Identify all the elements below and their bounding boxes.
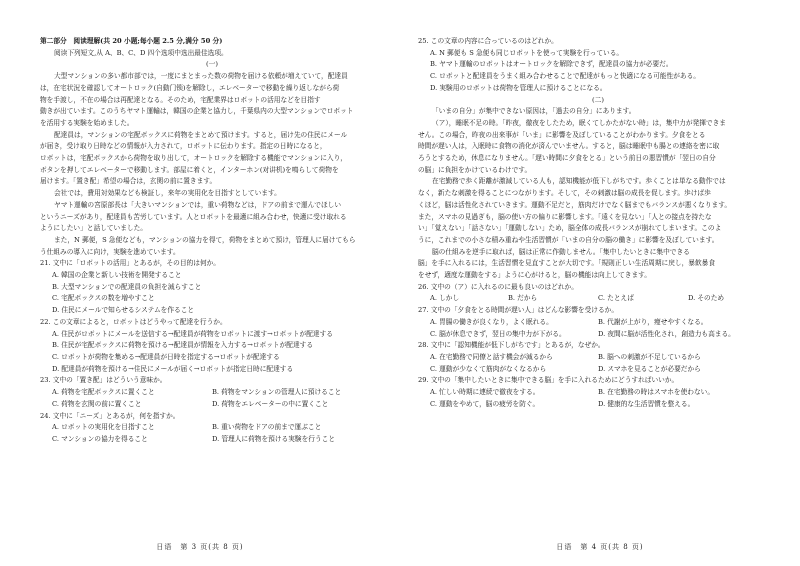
option-a: A. 住民がロボットにメールを送信する→配達員が荷物をロボットに渡す→ロボットが配達する — [52, 329, 333, 338]
question-21 — [40, 258, 384, 317]
passage-line: （ア），睡眠不足の時。「昨夜，徹夜をしたため，眠くてしかたがない時」は，集中力が発揮できま — [432, 118, 726, 127]
option-b: B. 代謝が上がり，痩せやすくなる。 — [598, 317, 708, 326]
passage-line: なく，新たな刺激を得ることにつながります。そして，その刺激は脳の成長を促します。歩けば歩 — [418, 189, 711, 198]
option-d: D. 住民にメールで知らせるシステムを作ること — [52, 306, 195, 315]
option-a: A. 在宅勤務で同僚と話す機会が減るから — [430, 352, 553, 361]
option-d: D. 健康的な生活習慣を整える。 — [598, 399, 695, 408]
passage-line: 届けます。「置き配」希望の場合は，玄関の前に置きます。 — [40, 177, 217, 186]
option-c: C. たとえば — [598, 294, 634, 303]
question-stem: 24. 文中に「ニーズ」とあるが，何を指すか。 — [40, 411, 180, 420]
option-a: A. 忙しい時期に連続で徹夜をする。 — [430, 388, 540, 397]
passage-line: うに，これまでの小さな積み重ねや生活習慣が「いまの自分の脳の働き」に影響を及ぼしています。 — [418, 235, 719, 244]
passage-line: の脳」に負担をかけているわけです。 — [418, 165, 532, 174]
question-stem: 23. 文中の「置き配」はどういう意味か。 — [40, 376, 167, 385]
option-a: A. 韓国の企業と新しい技術を開発すること — [52, 271, 182, 280]
question-26 — [418, 282, 778, 305]
option-d: D. 管理人に荷物を預ける実験を行うこと — [212, 434, 336, 443]
option-d: D. 夜間に脳が活性化され，創造力も高まる。 — [598, 329, 735, 338]
passage-line: は，在宅状況を確認してオートロック(自動门锁)を解除し，エレベーターで移動を繰り返しながら荷 — [40, 83, 340, 92]
option-c: C. 運動が少なくて筋肉がなくなるから — [430, 364, 547, 373]
option-d: D. 荷物をエレベーターの中に置くこと — [212, 399, 329, 408]
passage-line: 時間が遅い人は，入眠時に食物の消化が済んでいません。すると，脳は睡眠中も腸との連絡を密に取 — [418, 142, 720, 151]
passage-line: ろうとするため，休息になりません。「遅い時間に夕食をとる」という前日の悪習慣が「翌日の自分 — [418, 154, 716, 163]
option-b: B. 住民が宅配ボックスに荷物を預ける→配達員が情報を入力する→ロボットが配達する — [52, 341, 314, 350]
question-stem: 25. この文章の内容に合っているのはどれか。 — [418, 37, 558, 45]
passage-line: 配達員は，マンションの宅配ボックスに荷物をまとめて預けます。すると，届け先の住民にメール — [54, 130, 348, 139]
option-d: D. スマホを見ることが必要だから — [598, 364, 701, 373]
passage-line: 大型マンションの多い都市部では，一度にまとまった数の荷物を届ける依頼が増えていて，配達員 — [54, 72, 348, 81]
instructions: 阅读下列短文,从 A、B、C、D 四个选项中选出最佳选项。 — [54, 48, 228, 57]
page-footer: 日语 第 3 页(共 8 页) — [156, 543, 244, 551]
page-footer: 日语 第 4 页(共 8 页) — [556, 543, 644, 551]
question-stem: 28. 文中に「認知機能が低下しがちです」とあるが，なぜか。 — [418, 341, 605, 350]
question-stem: 26. 文中の（ア）に入れるのに最も良いのはどれか。 — [418, 282, 578, 291]
exam-page-4 — [400, 0, 800, 566]
passage-line: をせず，適度な運動をする」ように心がけると，脳の機能は向上してきます。 — [418, 271, 651, 280]
question-22 — [40, 317, 384, 376]
passage-line: というニーズがあり，配達員も苦労しています。人とロボットを最適に組み合わせ，快適に受け取れる — [40, 212, 347, 221]
passage-line: また，N 郵便，S 急便なども，マンションの協力を得て，荷物をまとめて預け，管理人に届けてもら — [54, 235, 356, 244]
passage-2 — [418, 106, 778, 282]
option-a: A. 胃腸の働きが良くなり，よく眠れる。 — [430, 317, 553, 326]
question-stem: 22. この文章によると，ロボットはどうやって配達を行うか。 — [40, 317, 227, 326]
option-c: C. マンションの協力を得ること — [52, 434, 148, 443]
question-28 — [418, 340, 778, 375]
option-c: C. 脳が休息できず，翌日の集中力が下がる。 — [430, 329, 566, 338]
option-b: B. 荷物をマンションの管理人に預けること — [212, 388, 342, 397]
option-c: C. 荷物を玄関の前に置くこと — [52, 399, 142, 408]
question-23 — [40, 375, 384, 410]
option-b: B. だから — [508, 294, 538, 303]
option-c: C. 宅配ボックスの数を増やすこと — [52, 294, 155, 303]
passage-number: (二) — [592, 95, 604, 104]
question-24 — [40, 411, 384, 446]
passage-line: 会社では，費用対効果なども検証し，来年の実用化を目指すとしています。 — [54, 189, 281, 198]
passage-line: ボタンを押してエレベーターで移動します。部屋に着くと，インターホン(对讲机)を鳴らして荷物を — [40, 165, 339, 174]
passage-line: ヤマト運輸の宮原部長は「大きいマンションでは，重い荷物などは，ドアの前まで運んでほしい — [54, 200, 342, 209]
option-b: B. 在宅勤務の時はスマホを使わない。 — [598, 388, 715, 397]
option-a: A. N 郵便も S 急便も同じロボットを使って実験を行っている。 — [430, 48, 624, 57]
option-a: A. 荷物を宅配ボックスに置くこと — [52, 388, 155, 397]
passage-line: う仕組みの導入に向け，実験を進めています。 — [40, 247, 180, 256]
question-stem: 21. 文中に「ロボットの活用」とあるが，その目的は何か。 — [40, 259, 220, 268]
passage-1 — [40, 71, 384, 258]
option-d: D. 配達員が荷物を預ける→住民にメールが届く→ロボットが指定日時に配達する — [52, 364, 294, 373]
passage-line: せん。この場合，昨夜の出来事が「いま」に影響を及ぼしていることがわかります。夕食をとる — [418, 130, 706, 139]
passage-line: ようにしたい」と話していました。 — [40, 224, 147, 233]
passage-line: 在宅勤務で歩く距離が激減している人も，認知機能が低下しがちです。歩くことは単なる動作では — [432, 177, 726, 186]
option-a: A. ロボットの実用化を目指すこと — [52, 423, 155, 432]
passage-line: 物を手渡し，不在の場合は再配達となる。そのため，宅配業界はロボットの活用などを目指す — [40, 95, 321, 104]
option-c: C. 運動をやめて，脳の疲労を防ぐ。 — [430, 399, 540, 408]
question-stem: 29. 文中の「集中したいときに集中できる脳」を手に入れるためにどうすればいいか。 — [418, 376, 679, 385]
option-b: B. 大型マンションでの配達員の負担を減らすこと — [52, 282, 202, 291]
passage-line: また，スマホの見過ぎも，脳の使い方の偏りに影響します。「遠くを見ない」「人との接点を持たな — [418, 212, 712, 221]
option-b: B. 重い荷物をドアの前まで運ぶこと — [212, 423, 322, 432]
option-d: D. 実験用のロボットは荷物を管理人に預けることになる。 — [430, 83, 607, 92]
passage-line: ロボットは，宅配ボックスから荷物を取り出して，オートロックを解除する機能でマンションに入り， — [40, 154, 347, 163]
option-b: B. 脳への刺激が不足しているから — [598, 352, 701, 361]
option-a: A. しかし — [430, 294, 460, 303]
question-29 — [418, 375, 778, 410]
passage-line: 「いまの自分」が集中できない原因は，「過去の自分」にあります。 — [432, 107, 636, 116]
section-title: 第二部分 阅读理解(共 20 小题;每小题 2.5 分,满分 50 分) — [40, 37, 223, 45]
question-27 — [418, 305, 778, 340]
passage-line: を活用する実験を始めました。 — [40, 118, 134, 127]
option-c: C. ロボットが荷物を集める→配達員が日時を指定する→ロボットが配達する — [52, 352, 280, 361]
question-stem: 27. 文中の「夕食をとる時間が遅い人」はどんな影響を受けるか。 — [418, 306, 619, 315]
passage-line: 脳の仕組みを逆手に取れば，脳は正常に作動しません。「集中したいときに集中できる — [432, 247, 690, 256]
passage-line: い」「覚えない」「話さない」「運動しない」ため，脳全体の成長バランスが崩れてしまいます。このよ — [418, 224, 722, 233]
passage-line: 動きが出ています。このうちヤマト運輸は，韓国の企業と協力し，千葉県内の大型マンションでロボット — [40, 107, 354, 116]
passage-number: (一) — [206, 60, 218, 69]
passage-line: くほど，脳は活性化されていきます。運動不足だと，筋肉だけでなく脳までもバランスが悪くなります。 — [418, 200, 732, 209]
option-c: C. ロボットと配達員をうまく組み合わせることで配達がもっと快適になる可能性がある。 — [430, 72, 700, 81]
question-25 — [418, 36, 778, 95]
option-b: B. ヤマト運輸のロボットはオートロックを解除できず，配達員の協力が必要だ。 — [430, 60, 673, 69]
option-d: D. そのため — [688, 294, 725, 303]
passage-line: 脳」を手に入れるには，生活習慣を見直すことが大切です。「規則正しい生活周期に戻し，暴飲暴食 — [418, 259, 716, 268]
passage-line: が届き，受け取り日時などの情報が入力されて，ロボットに伝わります。指定の日時になると， — [40, 142, 327, 151]
